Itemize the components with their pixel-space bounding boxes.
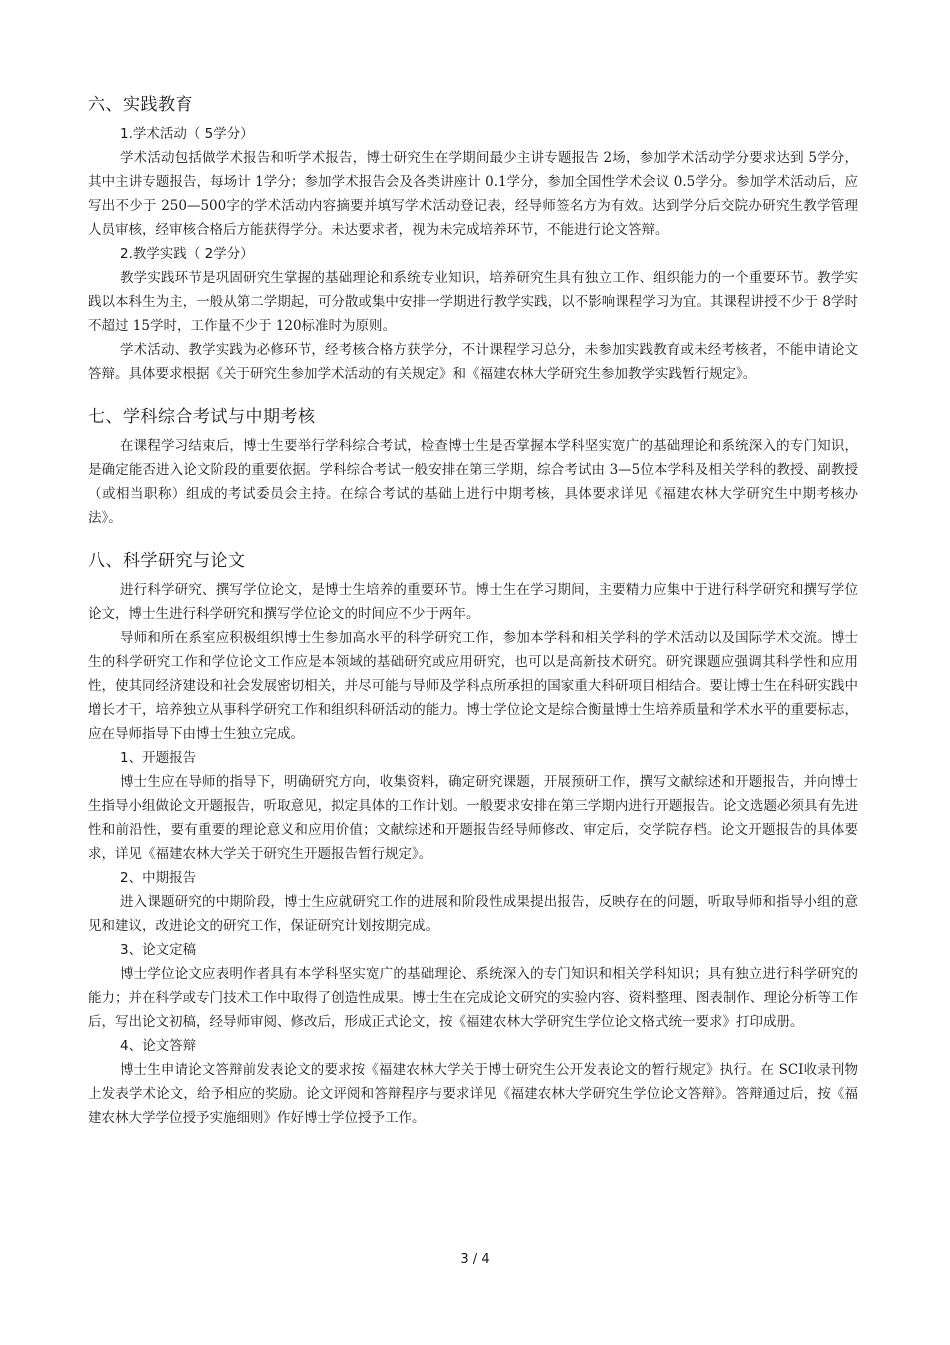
section-title: 七、学科综合考试与中期考核 bbox=[88, 407, 316, 427]
section-comprehensive-exam bbox=[88, 404, 858, 530]
paragraph: 在课程学习结束后，博士生要举行学科综合考试，检查博士生是否掌握本学科坚实宽广的基础理论和系统深入的专门知识，是确定能否进入论文阶段的重要依据。学科综合考试一般安排在第三学期，综合考试由 3—5位本学科及相关学科的教授、副教授（或相当职称）组成的考试委员会主持。在综合考试的基础上进行中期考核，具体要求详见《福建农林大学研究生中期考核办法》。 bbox=[88, 438, 858, 526]
sub-heading-teaching-practice: 2.教学实践（ 2学分） bbox=[120, 246, 254, 262]
paragraph: 学术活动、教学实践为必修环节，经考核合格方获学分，不计课程学习总分，未参加实践教育或未经考核者，不能申请论文答辩。具体要求根据《关于研究生参加学术活动的有关规定》和《福建农林大学研究生参加教学实践暂行规定》。 bbox=[88, 342, 858, 382]
sub-heading-midterm-report: 2、中期报告 bbox=[120, 870, 197, 886]
sub-heading-academic-activities: 1.学术活动（ 5学分） bbox=[120, 126, 254, 142]
paragraph: 学术活动包括做学术报告和听学术报告，博士研究生在学期间最少主讲专题报告 2场，参加学术活动学分要求达到 5学分，其中主讲专题报告，每场计 1学分；参加学术报告会及各类讲座计 0.1学分，参加全国性学术会议 0.5学分。参加学术活动后，应写出不少于 250—500字的学术活动内容摘要并填写学术活动登记表，经导师签名方为有效。达到学分后交院办研究生教学管理人员审核，经审核合格后方能获得学分。未达要求者，视为未完成培养环节，不能进行论文答辩。 bbox=[88, 150, 858, 238]
section-research-thesis bbox=[88, 548, 858, 1130]
section-title: 六、实践教育 bbox=[88, 95, 193, 115]
sub-heading-thesis-finalization: 3、论文定稿 bbox=[120, 942, 197, 958]
paragraph: 导师和所在系室应积极组织博士生参加高水平的科学研究工作，参加本学科和相关学科的学术活动以及国际学术交流。博士生的科学研究工作和学位论文工作应是本领域的基础研究或应用研究，也可以是高新技术研究。研究课题应强调其科学性和应用性，使其同经济建设和社会发展密切相关，并尽可能与导师及学科点所承担的国家重大科研项目相结合。要让博士生在科研实践中增长才干，培养独立从事科学研究工作和组织科研活动的能力。博士学位论文是综合衡量博士生培养质量和学术水平的重要标志，应在导师指导下由博士生独立完成。 bbox=[88, 630, 858, 742]
paragraph: 博士生应在导师的指导下，明确研究方向，收集资料，确定研究课题，开展预研工作，撰写文献综述和开题报告，并向博士生指导小组做论文开题报告，听取意见，拟定具体的工作计划。一般要求安排在第三学期内进行开题报告。论文选题必须具有先进性和前沿性，要有重要的理论意义和应用价值；文献综述和开题报告经导师修改、审定后，交学院存档。论文开题报告的具体要求，详见《福建农林大学关于研究生开题报告暂行规定》。 bbox=[88, 774, 858, 862]
paragraph: 进行科学研究、撰写学位论文，是博士生培养的重要环节。博士生在学习期间，主要精力应集中于进行科学研究和撰写学位论文，博士生进行科学研究和撰写学位论文的时间应不少于两年。 bbox=[88, 582, 858, 622]
sub-heading-proposal-report: 1、开题报告 bbox=[120, 750, 197, 766]
paragraph: 博士学位论文应表明作者具有本学科坚实宽广的基础理论、系统深入的专门知识和相关学科知识；具有独立进行科学研究的能力；并在科学或专门技术工作中取得了创造性成果。博士生在完成论文研究的实验内容、资料整理、图表制作、理论分析等工作后，写出论文初稿，经导师审阅、修改后，形成正式论文，按《福建农林大学研究生学位论文格式统一要求》打印成册。 bbox=[88, 966, 858, 1030]
paragraph: 博士生申请论文答辩前发表论文的要求按《福建农林大学关于博士研究生公开发表论文的暂行规定》执行。在 SCI收录刊物上发表学术论文，给予相应的奖励。论文评阅和答辩程序与要求详见《福建农林大学研究生学位论文答辩》。答辩通过后，按《福建农林大学学位授予实施细则》作好博士学位授予工作。 bbox=[88, 1062, 858, 1126]
section-practice-education bbox=[88, 92, 858, 386]
paragraph: 进入课题研究的中期阶段，博士生应就研究工作的进展和阶段性成果提出报告，反映存在的问题，听取导师和指导小组的意见和建议，改进论文的研究工作，保证研究计划按期完成。 bbox=[88, 894, 858, 934]
document-body bbox=[88, 92, 858, 1148]
page-number: 3 / 4 bbox=[460, 1252, 490, 1267]
section-title: 八、科学研究与论文 bbox=[88, 551, 246, 571]
sub-heading-thesis-defense: 4、论文答辩 bbox=[120, 1038, 197, 1054]
paragraph: 教学实践环节是巩固研究生掌握的基础理论和系统专业知识，培养研究生具有独立工作、组织能力的一个重要环节。教学实践以本科生为主，一般从第二学期起，可分散或集中安排一学期进行教学实践，以不影响课程学习为宜。其课程讲授不少于 8学时不超过 15学时，工作量不少于 120标准时为原则。 bbox=[88, 270, 858, 334]
